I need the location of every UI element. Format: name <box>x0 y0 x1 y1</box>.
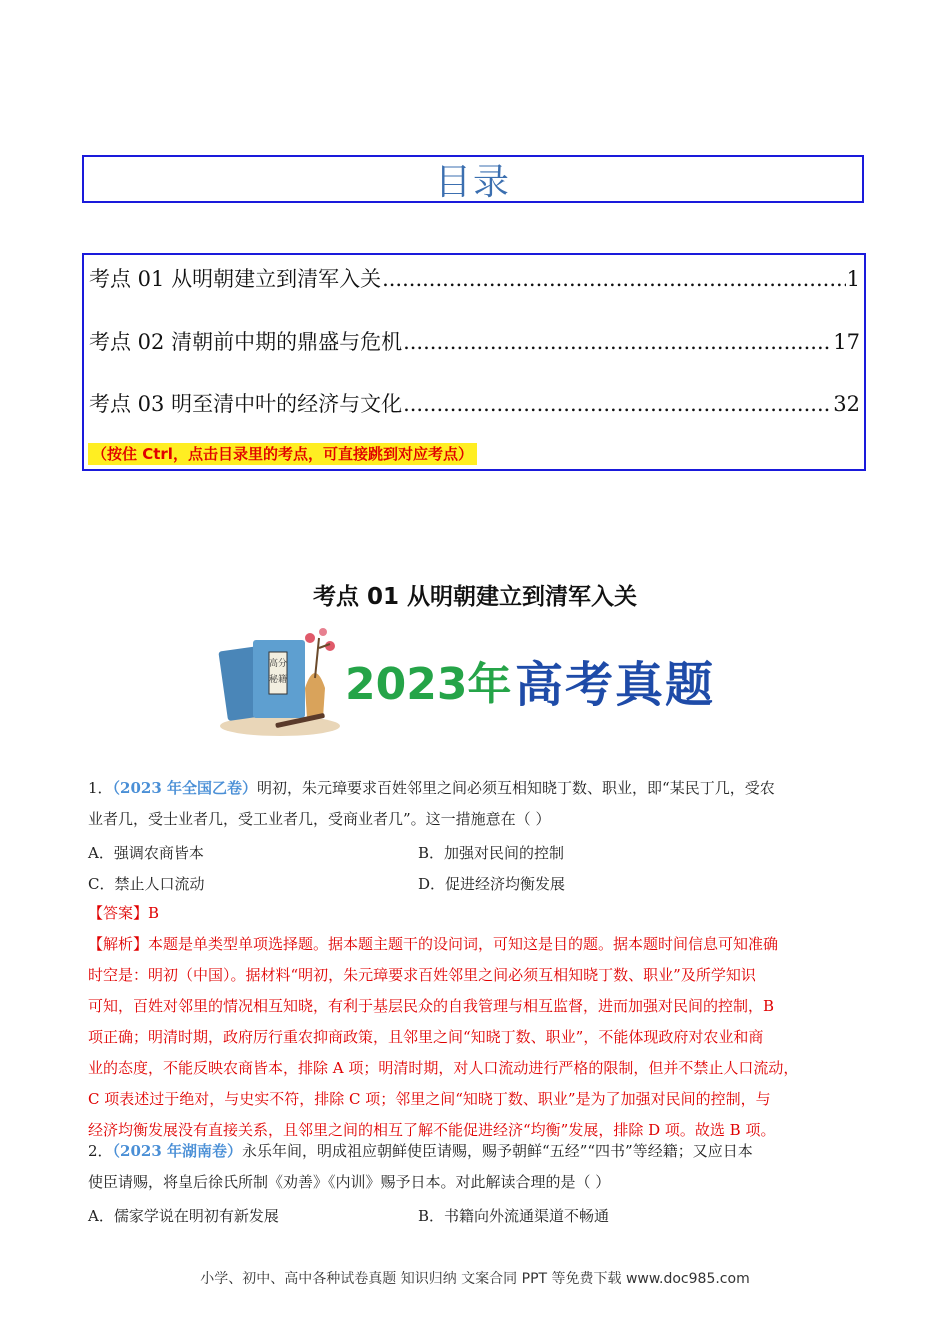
question-2-line-1 <box>88 1136 868 1167</box>
toc-item-page: 1 <box>846 267 860 291</box>
q1-analysis-6: C 项表述过于绝对，与史实不符，排除 C 项；邻里之间“知晓丁数、职业”是为了加强对民间的控制，与 <box>88 1090 771 1108</box>
section-heading: 考点 01 从明朝建立到清军入关 <box>312 584 638 610</box>
q1-option-d: D．促进经济均衡发展 <box>418 875 566 893</box>
toc-title: 目录 <box>434 161 511 203</box>
toc-item-3[interactable] <box>89 388 860 418</box>
question-1 <box>88 773 868 835</box>
toc-leader-dots <box>403 392 832 416</box>
question-number: 2． <box>88 1142 113 1160</box>
question-1-line-1 <box>88 773 868 804</box>
page-footer: 小学、初中、高中各种试卷真题 知识归纳 文案合同 PPT 等免费下载 www.doc985.com <box>200 1271 750 1287</box>
q2-option-b: B．书籍向外流通渠道不畅通 <box>418 1207 610 1225</box>
q2-option-a: A．儒家学说在明初有新发展 <box>88 1207 279 1225</box>
q1-option-b: B．加强对民间的控制 <box>418 844 565 862</box>
toc-leader-dots <box>382 267 846 291</box>
question-number: 1． <box>88 779 113 797</box>
q1-option-a: A．强调农商皆本 <box>88 844 204 862</box>
toc-box <box>82 253 866 471</box>
toc-item-1[interactable] <box>89 263 860 293</box>
q1-option-c: C．禁止人口流动 <box>88 875 205 893</box>
question-source: （2023 年湖南卷） <box>112 1142 243 1160</box>
q1-answer-block <box>88 898 868 1146</box>
q1-analysis-7: 经济均衡发展没有直接关系，且邻里之间的相互了解不能促进经济“均衡”发展，排除 D 项。故选 B 项。 <box>88 1121 776 1139</box>
q1-analysis-3: 可知，百姓对邻里的情况相互知晓，有利于基层民众的自我管理与相互监督，进而加强对民间的控制，B <box>88 997 775 1015</box>
toc-title-box <box>82 155 864 203</box>
toc-item-page: 17 <box>833 330 860 354</box>
question-source: （2023 年全国乙卷） <box>112 779 258 797</box>
toc-item-2[interactable] <box>89 326 860 356</box>
question-stem-1: 永乐年间，明成祖应朝鲜使臣请赐，赐予朝鲜“五经”“四书”等经籍；又应日本 <box>242 1142 753 1160</box>
banner-year: 2023年 <box>345 659 512 710</box>
books-illustration-icon <box>215 618 345 738</box>
q1-analysis-2: 时空是：明初（中国）。据材料“明初，朱元璋要求百姓邻里之间必须互相知晓丁数、职业”及所学知识 <box>88 966 756 984</box>
toc-item-page: 32 <box>833 392 860 416</box>
book-label-1: 高分 <box>268 659 288 669</box>
question-stem-2: 业者几，受士业者几，受工业者几，受商业者几”。这一措施意在（ ） <box>88 810 551 828</box>
q1-analysis-4: 项正确；明清时期，政府厉行重农抑商政策，且邻里之间“知晓丁数、职业”，不能体现政府对农业和商 <box>88 1028 764 1046</box>
book-label-2: 秘籍 <box>268 675 288 685</box>
q1-answer: 【答案】B <box>88 904 160 922</box>
q1-analysis-5: 业的态度，不能反映农商皆本，排除 A 项；明清时期，对人口流动进行严格的限制，但并不禁止人口流动， <box>88 1059 799 1077</box>
toc-note: （按住 Ctrl，点击目录里的考点，可直接跳到对应考点） <box>88 443 477 465</box>
question-2 <box>88 1136 868 1198</box>
question-stem-2: 使臣请赐，将皇后徐氏所制《劝善》《内训》赐予日本。对此解读合理的是（ ） <box>88 1173 611 1191</box>
q1-analysis-1: 【解析】本题是单类型单项选择题。据本题主题干的设问词，可知这是目的题。据本题时间信息可知准确 <box>88 935 779 953</box>
banner-title: 高考真题 <box>515 657 716 713</box>
exam-banner <box>215 618 735 738</box>
toc-item-label: 考点 02 清朝前中期的鼎盛与危机 <box>89 330 403 354</box>
toc-leader-dots <box>403 330 832 354</box>
toc-item-label: 考点 03 明至清中叶的经济与文化 <box>89 392 403 416</box>
toc-item-label: 考点 01 从明朝建立到清军入关 <box>89 267 382 291</box>
question-stem-1: 明初，朱元璋要求百姓邻里之间必须互相知晓丁数、职业，即“某民丁几，受农 <box>257 779 775 797</box>
